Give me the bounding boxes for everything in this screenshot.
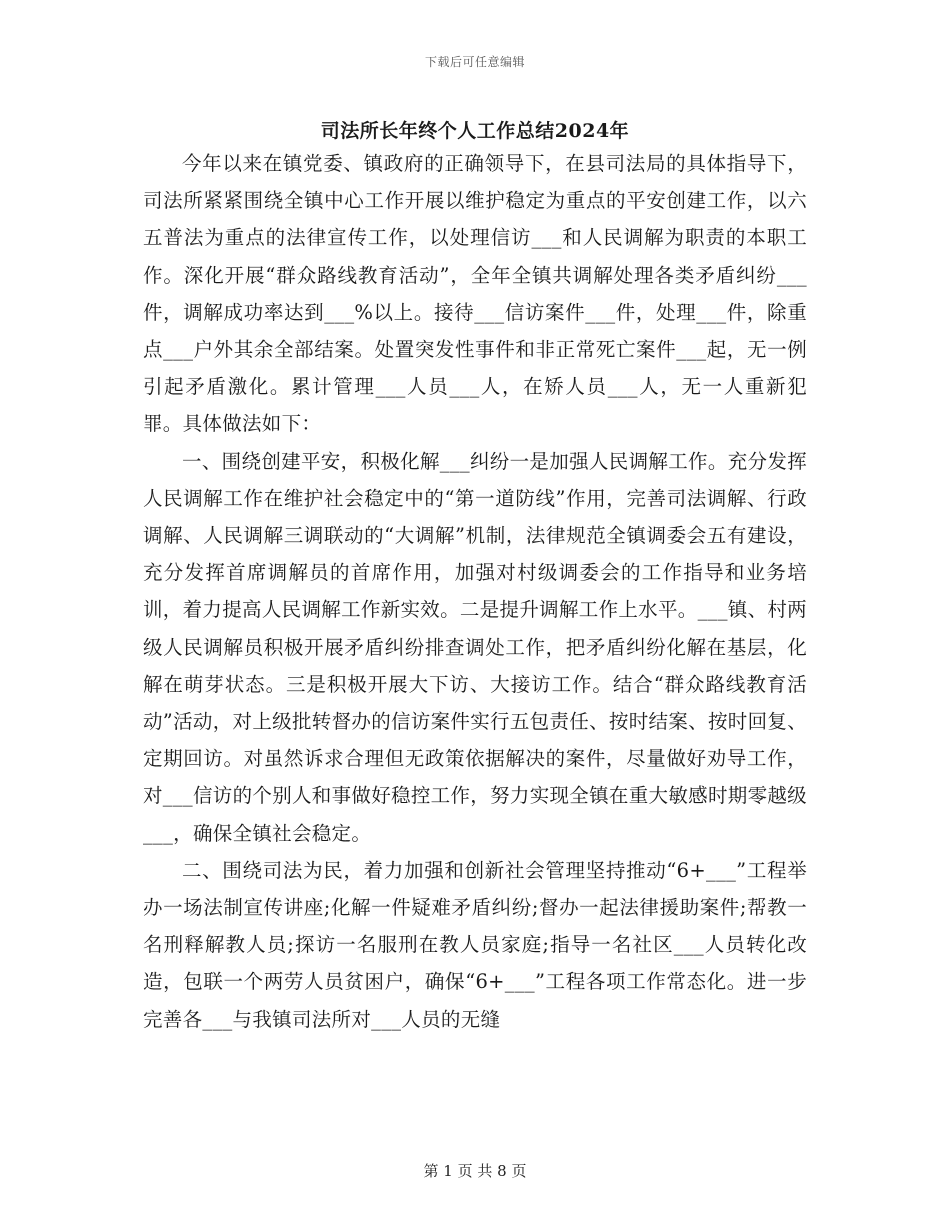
paragraph-intro: 今年以来在镇党委、镇政府的正确领导下，在县司法局的具体指导下，司法所紧紧围绕全镇中心工作开展以维护稳定为重点的平安创建工作，以六五普法为重点的法律宣传工作，以处理信访___和人民调解为职责的本职工作。深化开展“群众路线教育活动”，全年全镇共调解处理各类矛盾纠纷___件，调解成功率达到___%以上。接待___信访案件___件，处理___件，除重点___户外其余全部结案。处置突发性事件和非正常死亡案件___起，无一例引起矛盾激化。累计管理___人员___人，在矫人员___人，无一人重新犯罪。具体做法如下： bbox=[143, 152, 807, 436]
page-header-note: 下载后可任意编辑 bbox=[424, 55, 525, 69]
page-footer-number: 第 1 页 共 8 页 bbox=[423, 1162, 527, 1180]
document-title: 司法所长年终个人工作总结2024年 bbox=[320, 120, 630, 142]
document-body bbox=[143, 145, 807, 1038]
paragraph-section-one: 一、围绕创建平安，积极化解___纠纷一是加强人民调解工作。充分发挥人民调解工作在维护社会稳定中的“第一道防线”作用，完善司法调解、行政调解、人民调解三调联动的“大调解”机制，法律规范全镇调委会五有建设，充分发挥首席调解员的首席作用，加强对村级调委会的工作指导和业务培训，着力提高人民调解工作新实效。二是提升调解工作上水平。___镇、村两级人民调解员积极开展矛盾纠纷排查调处工作，把矛盾纠纷化解在基层，化解在萌芽状态。三是积极开展大下访、大接访工作。结合“群众路线教育活动”活动，对上级批转督办的信访案件实行五包责任、按时结案、按时回复、定期回访。对虽然诉求合理但无政策依据解决的案件，尽量做好劝导工作，对___信访的个别人和事做好稳控工作，努力实现全镇在重大敏感时期零越级___，确保全镇社会稳定。 bbox=[143, 449, 807, 845]
paragraph-section-two: 二、围绕司法为民，着力加强和创新社会管理坚持推动“6+___”工程举办一场法制宣传讲座;化解一件疑难矛盾纠纷;督办一起法律援助案件;帮教一名刑释解教人员;探访一名服刑在教人员家庭;指导一名社区___人员转化改造，包联一个两劳人员贫困户，确保“6+___”工程各项工作常态化。进一步完善各___与我镇司法所对___人员的无缝 bbox=[143, 858, 807, 1031]
